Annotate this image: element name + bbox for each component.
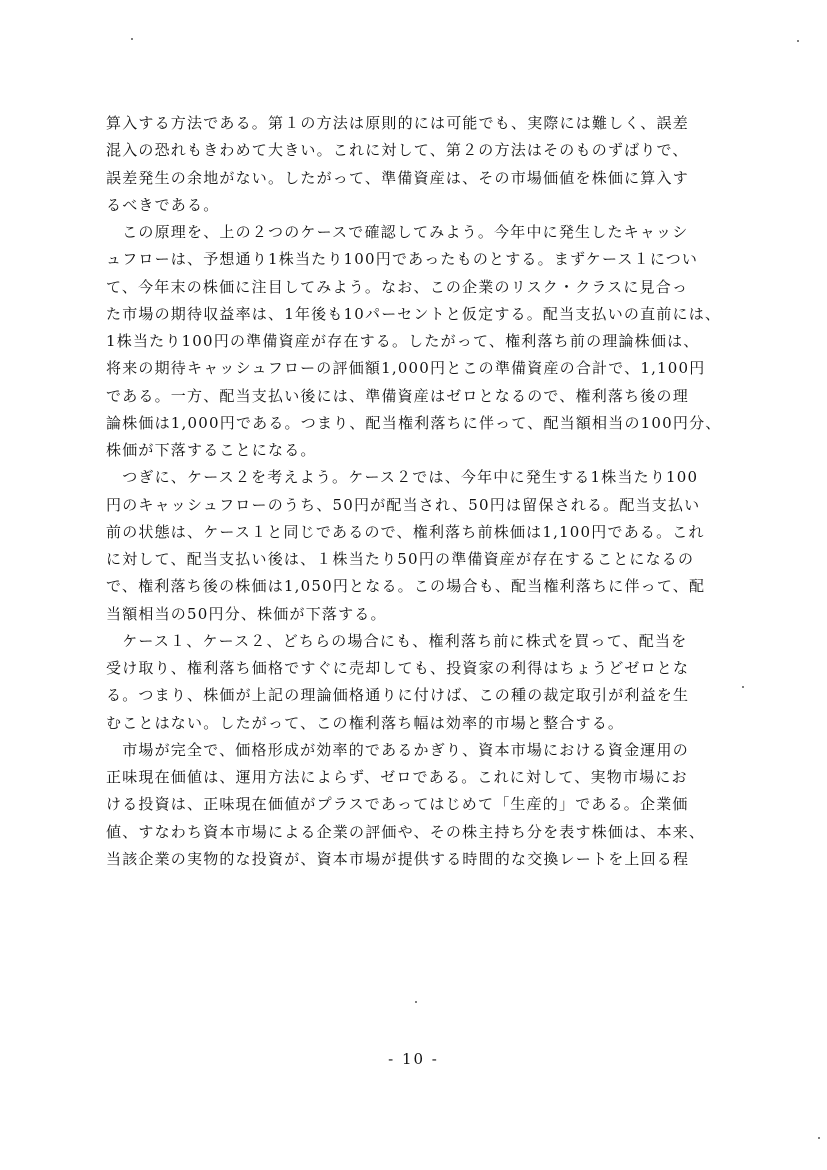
text-line: 円のキャッシュフローのうち、50円が配当され、50円は留保される。配当支払い [106,495,701,514]
text-line: ュフローは、予想通り1株当たり100円であったものとする。まずケース１につい [106,250,699,269]
text-line: に対して、配当支払い後は、１株当たり50円の準備資産が存在することになるの [106,550,695,568]
scan-speck [797,40,799,42]
text-line: 受け取り、権利落ち価格ですぐに売却しても、投資家の利得はちょうどゼロとな [106,659,690,677]
page-number: - 10 - [388,1050,439,1068]
text-line: 前の状態は、ケース１と同じであるので、権利落ち前株価は1,100円である。これ [106,522,705,541]
text-line: 市場が完全で、価格形成が効率的であるかぎり、資本市場における資金運用の [106,740,689,759]
text-line: である。一方、配当支払い後には、準備資産はゼロとなるので、権利落ち後の理 [106,386,689,405]
text-line: 混入の恐れもきわめて大きい。これに対して、第２の方法はそのものずばりで、 [106,141,689,160]
text-line: で、権利落ち後の株価は1,050円となる。この場合も、配当権利落ちに伴って、配 [106,577,706,596]
scan-speck [415,1001,417,1003]
text-line: つぎに、ケース２を考えよう。ケース２では、今年中に発生する1株当たり100 [106,468,699,487]
text-line: 正味現在価値は、運用方法によらず、ゼロである。これに対して、実物市場にお [106,768,688,786]
text-line: た市場の期待収益率は、1年後も10パーセントと仮定する。配当支払いの直前には、 [106,304,722,323]
text-line: 当額相当の50円分、株価が下落する。 [106,604,387,623]
text-line: 1株当たり100円の準備資産が存在する。したがって、権利落ち前の理論株価は、 [106,332,700,350]
text-line: ケース１、ケース２、どちらの場合にも、権利落ち前に株式を買って、配当を [106,631,688,650]
text-line: むことはない。したがって、この権利落ち幅は効率的市場と整合する。 [106,713,625,732]
text-line: 将来の期待キャッシュフローの評価額1,000円とこの準備資産の合計で、1,100円 [106,359,706,378]
body-text [106,110,746,873]
text-line: ける投資は、正味現在価値がプラスであってはじめて「生産的」である。企業価 [106,795,689,814]
text-line: 誤差発生の余地がない。したがって、準備資産は、その市場価値を株価に算入す [106,168,689,187]
text-line: る。つまり、株価が上記の理論価格通りに付けば、この種の裁定取引が利益を生 [106,686,690,705]
scan-speck [131,38,133,40]
text-line: 算入する方法である。第１の方法は原則的には可能でも、実際には難しく、誤差 [106,114,689,132]
text-line: 株価が下落することになる。 [106,441,317,459]
text-line: て、今年末の株価に注目してみよう。なお、この企業のリスク・クラスに見合っ [106,277,689,296]
text-line: 論株価は1,000円である。つまり、配当権利落ちに伴って、配当額相当の100円分、 [106,413,722,432]
scan-speck [818,1137,820,1139]
text-line: るべきである。 [106,195,220,214]
text-line: 当該企業の実物的な投資が、資本市場が提供する時間的な交換レートを上回る程 [106,849,690,868]
text-line: 値、すなわち資本市場による企業の評価や、その株主持ち分を表す株価は、本来、 [106,822,706,841]
text-line: この原理を、上の２つのケースで確認してみよう。今年中に発生したキャッシ [106,223,689,241]
